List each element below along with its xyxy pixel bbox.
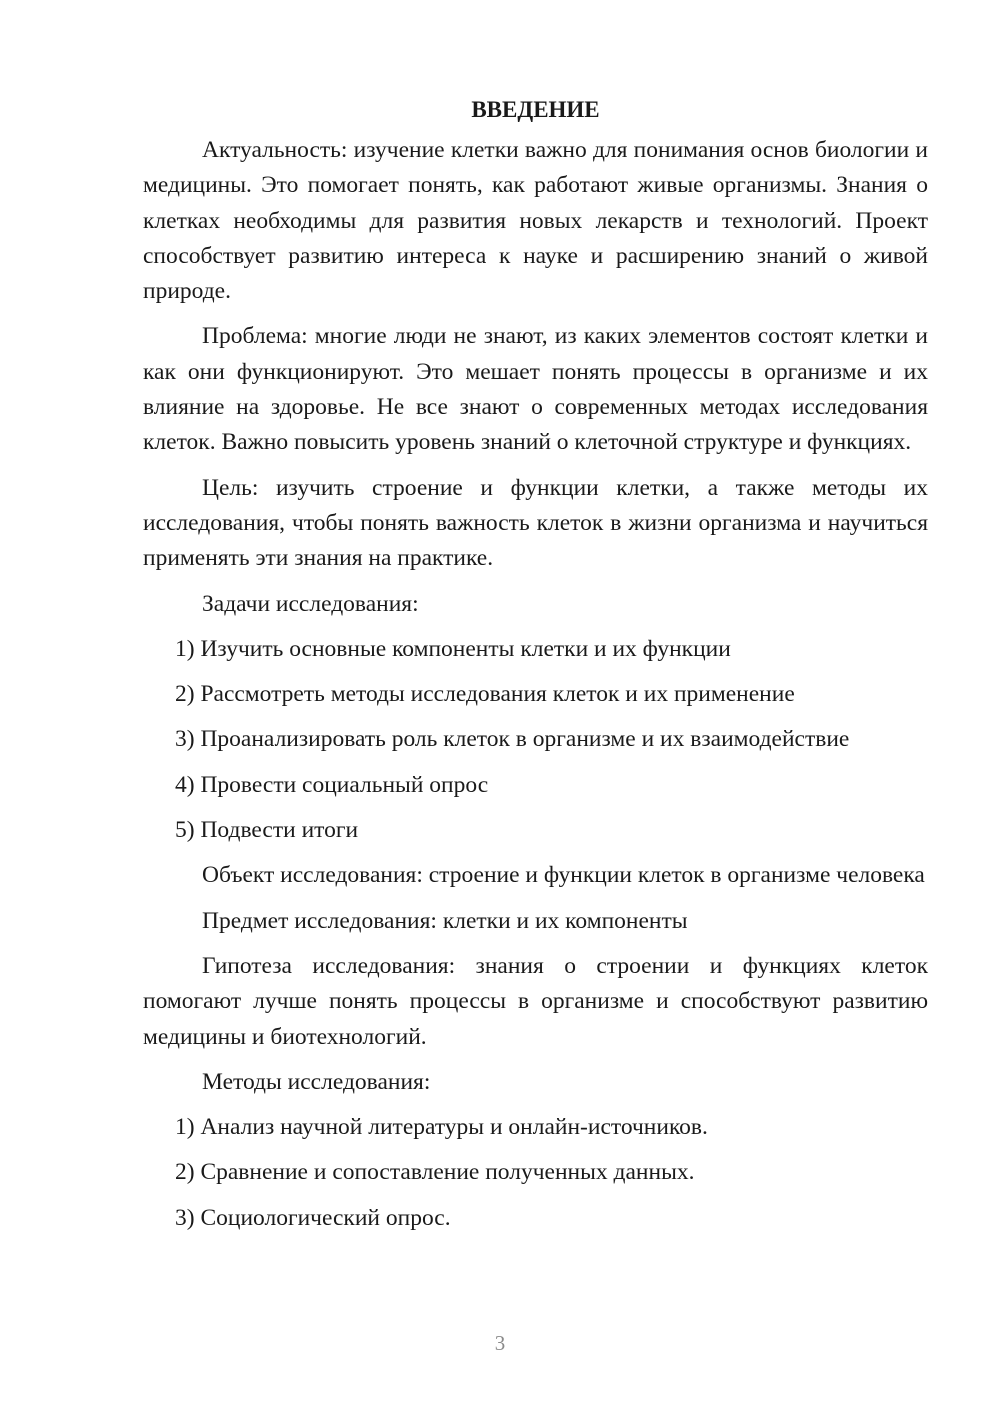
relevance-paragraph: Актуальность: изучение клетки важно для понимания основ биологии и медицины. Это помогает понять, как работают живые организмы. Знания о клетках необходимы для развития новых лекарств и технологий. Проект способствует развитию интереса к науке и расширению знаний о живой природе. bbox=[143, 137, 928, 305]
method-item-2: 2) Сравнение и сопоставление полученных данных. bbox=[175, 1159, 695, 1186]
task-item-3: 3) Проанализировать роль клеток в организме и их взаимодействие bbox=[175, 726, 850, 753]
tasks-title: Задачи исследования: bbox=[202, 590, 419, 617]
subject-paragraph: Предмет исследования: клетки и их компоненты bbox=[202, 907, 688, 934]
document-page bbox=[143, 92, 928, 1246]
method-item-1: 1) Анализ научной литературы и онлайн-источников. bbox=[175, 1114, 708, 1141]
problem-paragraph: Проблема: многие люди не знают, из каких элементов состоят клетки и как они функционируют. Это мешает понять процессы в организме и их влияние на здоровье. Не все знают о современных методах исследования клеток. Важно повысить уровень знаний о клеточной структуре и функциях. bbox=[143, 323, 928, 456]
page-title: ВВЕДЕНИЕ bbox=[471, 97, 600, 122]
task-item-2: 2) Рассмотреть методы исследования клеток и их применение bbox=[175, 681, 795, 708]
task-item-4: 4) Провести социальный опрос bbox=[175, 771, 489, 798]
task-item-1: 1) Изучить основные компоненты клетки и их функции bbox=[175, 635, 731, 662]
hypothesis-paragraph: Гипотеза исследования: знания о строении и функциях клеток помогают лучше понять процессы в организме и способствуют развитию медицины и биотехнологий. bbox=[143, 952, 928, 1050]
goal-paragraph: Цель: изучить строение и функции клетки, а также методы их исследования, чтобы понять важность клеток в жизни организма и научиться применять эти знания на практике. bbox=[143, 474, 928, 572]
method-item-3: 3) Социологический опрос. bbox=[175, 1204, 451, 1231]
task-item-5: 5) Подвести итоги bbox=[175, 817, 359, 844]
methods-title: Методы исследования: bbox=[202, 1068, 431, 1095]
page-number: 3 bbox=[494, 1331, 506, 1355]
object-paragraph: Объект исследования: строение и функции клеток в организме человека bbox=[202, 862, 925, 889]
